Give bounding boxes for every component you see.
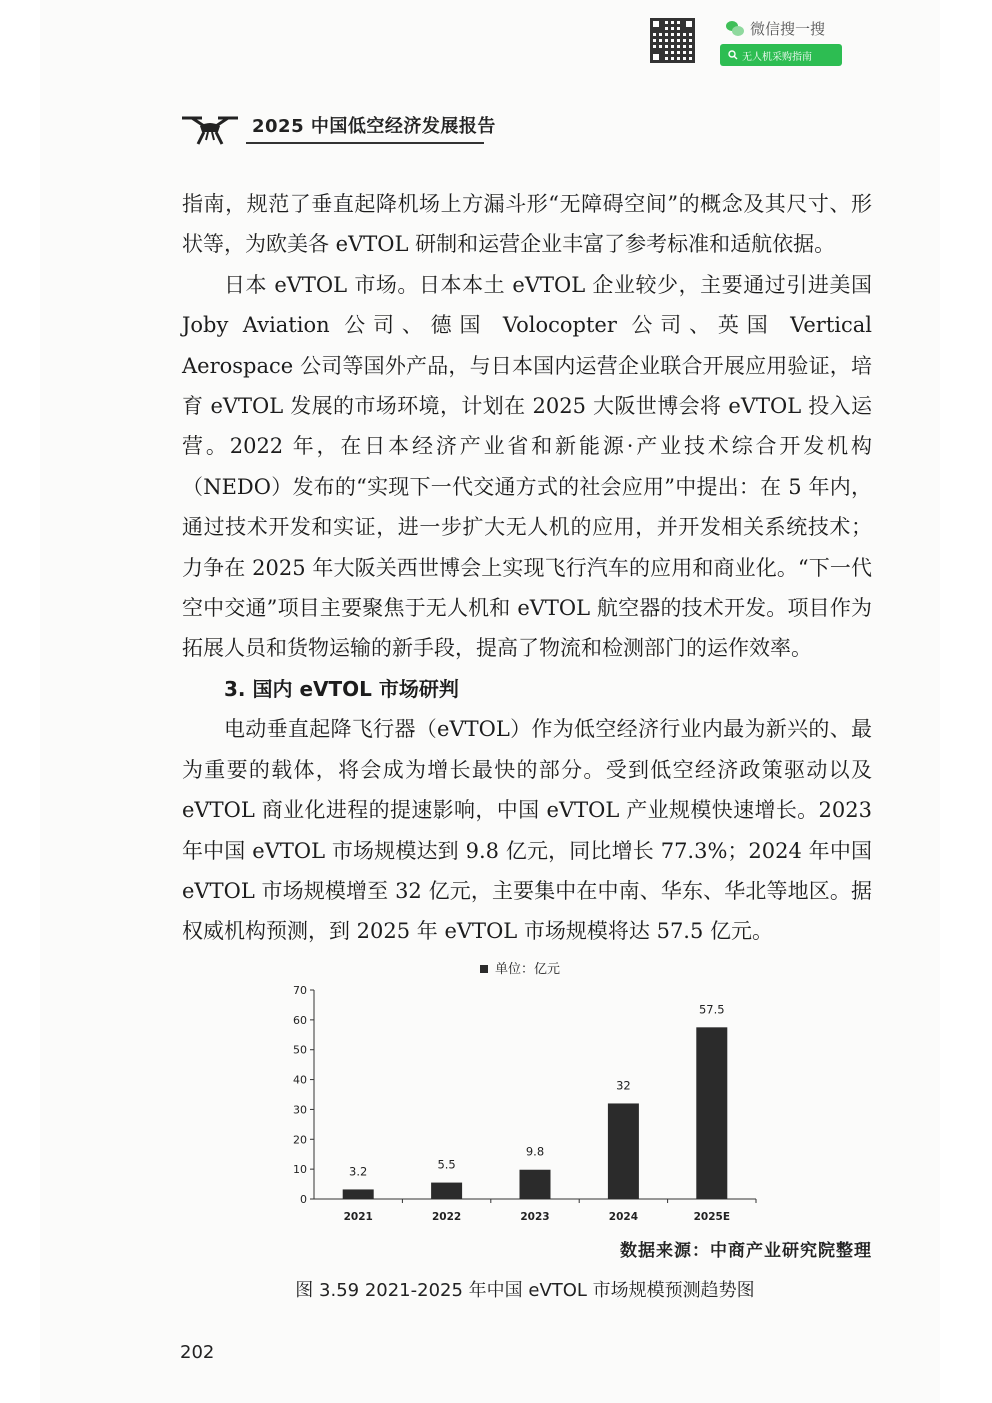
page-number: 202 [180,1342,215,1363]
y-tick-label: 40 [293,1073,307,1087]
wechat-search-label: 微信搜一搜 [750,19,826,38]
x-tick-label: 2025E [693,1211,731,1223]
bar-chart-svg [280,955,760,1230]
y-tick-label: 30 [293,1103,307,1117]
x-tick-label: 2021 [343,1211,373,1223]
data-label: 32 [616,1078,631,1093]
legend-swatch [480,965,488,973]
y-tick-label: 60 [293,1013,307,1027]
bar-chart [280,955,760,1230]
paragraph-standards: 指南，规范了垂直起降机场上方漏斗形“无障碍空间”的概念及其尺寸、形状等，为欧美各 eVTOL 研制和运营企业丰富了参考标准和适航依据。 [182,192,872,257]
bar [431,1183,462,1199]
wechat-search-label-row[interactable] [726,17,825,39]
figure-caption: 图 3.59 2021-2025 年中国 eVTOL 市场规模预测趋势图 [295,1280,755,1301]
section-heading: 3. 国内 eVTOL 市场研判 [224,676,459,701]
y-tick-label: 50 [293,1043,307,1057]
wechat-search-box[interactable] [720,44,842,66]
data-label: 57.5 [698,1002,725,1017]
wechat-icon [726,21,744,36]
report-title: 2025 中国低空经济发展报告 [252,116,496,137]
data-label: 5.5 [437,1157,456,1172]
search-icon [728,50,738,60]
y-tick-label: 70 [293,984,307,997]
bar [343,1189,374,1199]
body-text [182,184,872,952]
x-tick-label: 2022 [431,1211,462,1223]
header-divider [246,142,484,144]
y-tick-label: 0 [300,1193,307,1206]
data-label: 3.2 [349,1164,368,1179]
data-source: 数据来源：中商产业研究院整理 [620,1241,872,1261]
y-tick-label: 20 [293,1133,307,1147]
drone-logo-icon [180,112,240,146]
legend-label: 单位：亿元 [495,962,561,977]
x-tick-label: 2023 [520,1211,550,1223]
wechat-search-query: 无人机采购指南 [742,51,812,63]
paragraph-china-evtol: 电动垂直起降飞行器（eVTOL）作为低空经济行业内最为新兴的、最为重要的载体，将会成为增长最快的部分。受到低空经济政策驱动以及 eVTOL 商业化进程的提速影响，中国 eVTOL 产业规模快速增长。2023 年中国 eVTOL 市场规模达到 9.8 亿元，同比增长 77.3%；2024 年中国 eVTOL 市场规模增至 32 亿元，主要集中在中南、华东、华北等地区。据权威机构预测，到 2025 年 eVTOL 市场规模将达 57.5 亿元。 [182,717,872,944]
data-label: 9.8 [525,1144,545,1159]
bar [696,1027,727,1199]
x-tick-label: 2024 [608,1211,639,1223]
paragraph-japan-evtol: 日本 eVTOL 市场。日本本土 eVTOL 企业较少，主要通过引进美国 Joby Aviation 公司、德国 Volocopter 公司、英国 Vertical Aerospace 公司等国外产品，与日本国内运营企业联合开展应用验证，培育 eVTOL 发展的市场环境，计划在 2025 大阪世博会将 eVTOL 投入运营。2022 年，在日本经济产业省和新能源·产业技术综合开发机构（NEDO）发布的“实现下一代交通方式的社会应用”中提出：在 5 年内，通过技术开发和实证，进一步扩大无人机的应用，并开发相关系统技术；力争在 2025 年大阪关西世博会上实现飞行汽车的应用和商业化。“下一代空中交通”项目主要聚焦于无人机和 eVTOL 航空器的技术开发。项目作为拓展人员和货物运输的新手段，提高了物流和检测部门的运作效率。 [182,272,872,661]
bar [608,1103,639,1199]
bar [520,1170,551,1199]
qr-code-icon[interactable] [650,18,695,63]
y-tick-label: 10 [293,1163,307,1177]
